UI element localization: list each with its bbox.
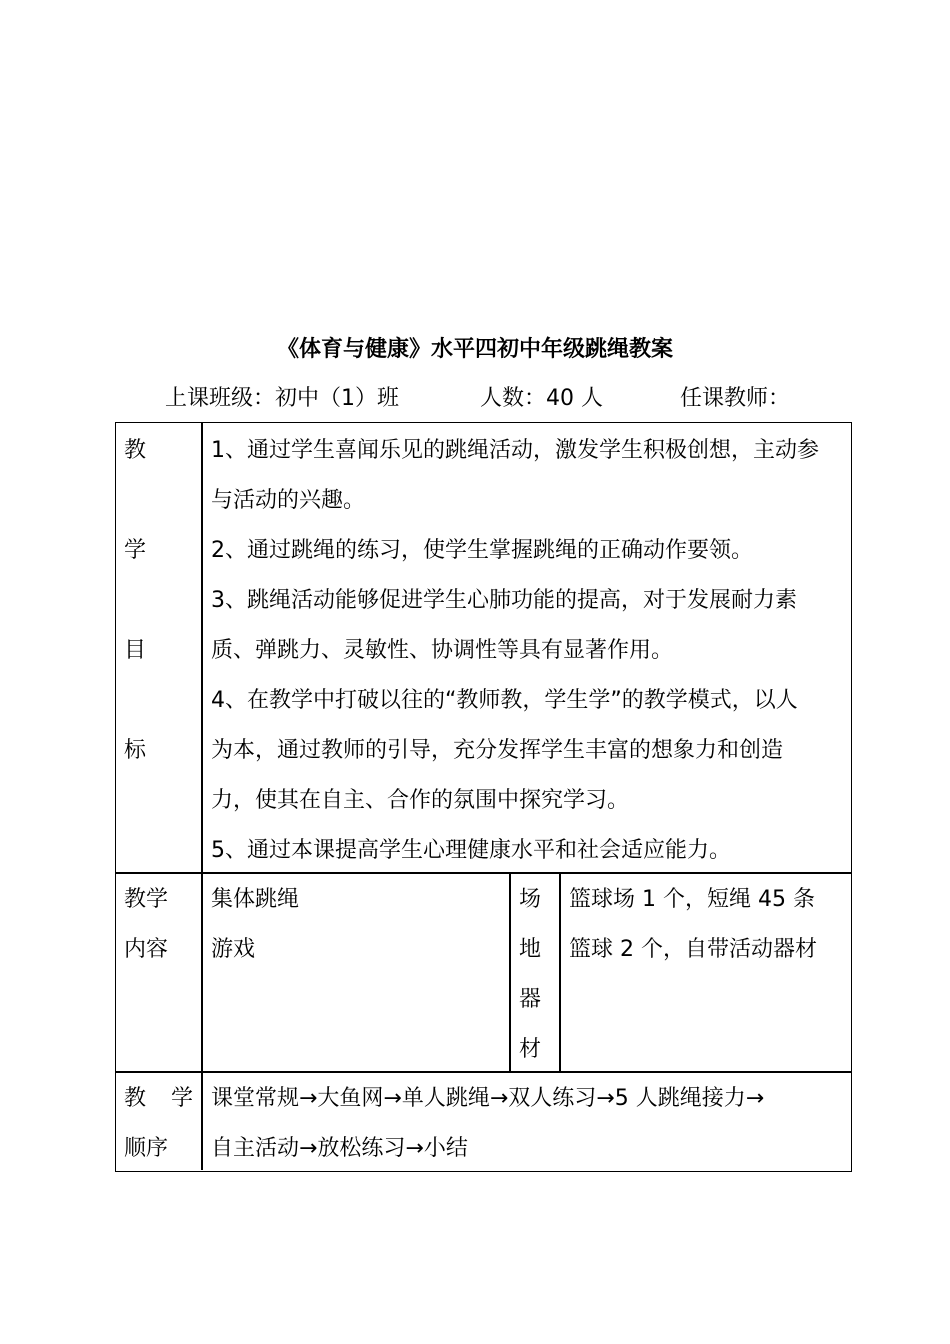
sequence-line: 课堂常规→大鱼网→单人跳绳→双人练习→5 人跳绳接力→ [211, 1086, 765, 1111]
equipment-label-char: 地 [519, 937, 542, 962]
sequence-label-line: 顺序 [124, 1136, 169, 1161]
goal-line: 1、通过学生喜闻乐见的跳绳活动，激发学生积极创想，主动参 [211, 438, 819, 463]
content-label-line: 教学 [124, 887, 169, 912]
equipment-label-char: 材 [519, 1037, 542, 1062]
sequence-label-char: 学 [171, 1086, 194, 1111]
col-divider-equipment-right [559, 872, 561, 1072]
goal-line: 2、通过跳绳的练习，使学生掌握跳绳的正确动作要领。 [211, 538, 753, 563]
row-divider-content [116, 1071, 851, 1073]
teacher-label: 任课教师： [680, 386, 791, 411]
lesson-plan-table [115, 422, 852, 1172]
col-divider-equipment-left [509, 872, 511, 1072]
goals-label-char: 标 [124, 738, 147, 763]
sequence-line: 自主活动→放松练习→小结 [211, 1136, 468, 1161]
equipment-label-char: 器 [519, 987, 542, 1012]
goals-label-char: 目 [124, 638, 147, 663]
student-count: 人数：40 人 [480, 386, 603, 411]
goals-label-char: 教 [124, 438, 147, 463]
equipment-item: 篮球 2 个，自带活动器材 [569, 937, 817, 962]
goals-label-char: 学 [124, 538, 147, 563]
content-item: 集体跳绳 [211, 887, 300, 912]
goal-line: 3、跳绳活动能够促进学生心肺功能的提高，对于发展耐力素 [211, 588, 797, 613]
class-info: 上课班级：初中（1）班 [165, 386, 399, 411]
content-item: 游戏 [211, 937, 256, 962]
sequence-label-char: 教 [124, 1086, 147, 1111]
goal-line: 5、通过本课提高学生心理健康水平和社会适应能力。 [211, 838, 731, 863]
page-title: 《体育与健康》水平四初中年级跳绳教案 [276, 337, 673, 362]
equipment-label-char: 场 [519, 887, 542, 912]
lesson-meta [0, 382, 950, 416]
goal-line: 4、在教学中打破以往的“教师教，学生学”的教学模式，以人 [211, 688, 798, 713]
goal-line: 质、弹跳力、灵敏性、协调性等具有显著作用。 [211, 638, 674, 663]
goal-line: 为本，通过教师的引导，充分发挥学生丰富的想象力和创造 [211, 738, 784, 763]
content-label-line: 内容 [124, 937, 169, 962]
col-divider-label [201, 423, 203, 1170]
equipment-item: 篮球场 1 个，短绳 45 条 [569, 887, 815, 912]
goal-line: 与活动的兴趣。 [211, 488, 366, 513]
goal-line: 力，使其在自主、合作的氛围中探究学习。 [211, 788, 630, 813]
